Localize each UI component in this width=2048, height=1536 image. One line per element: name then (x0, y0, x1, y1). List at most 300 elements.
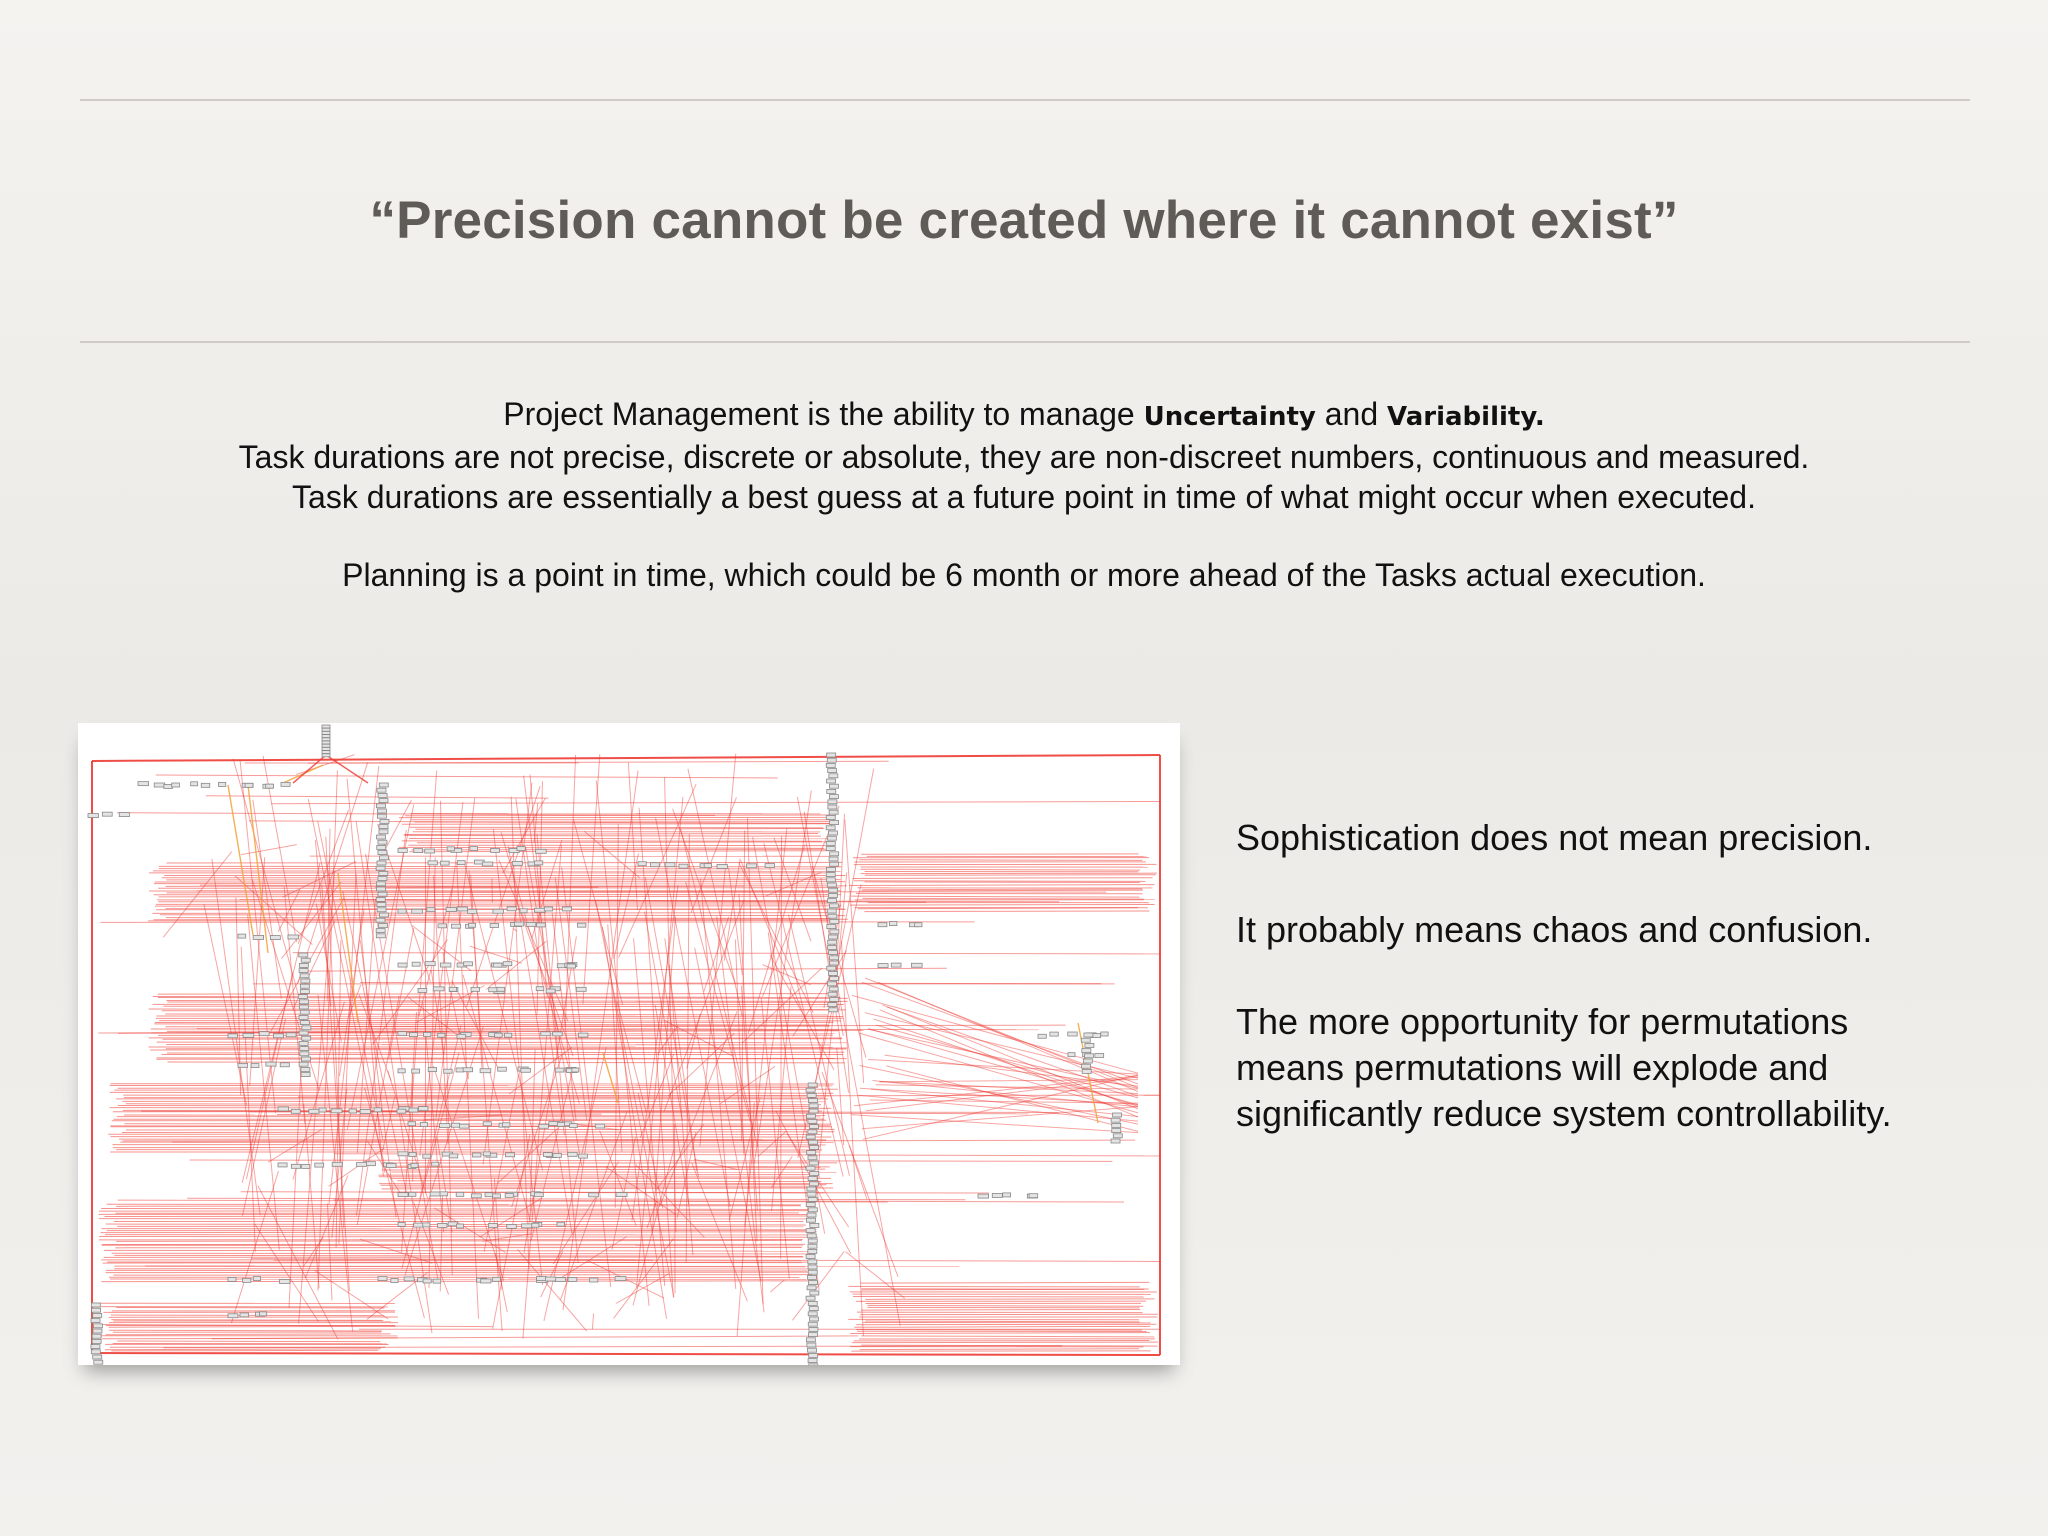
network-node (332, 1162, 342, 1166)
network-node (808, 1083, 817, 1087)
network-node (809, 1182, 818, 1186)
network-node (451, 1123, 459, 1127)
network-node (93, 1329, 102, 1333)
network-link (865, 875, 1156, 876)
network-node (376, 882, 385, 886)
network-node (322, 738, 330, 741)
network-node (440, 963, 451, 967)
network-node (830, 852, 839, 856)
network-link (761, 998, 789, 1278)
network-link (859, 860, 1142, 861)
network-link (119, 1139, 826, 1140)
network-node (808, 1208, 817, 1212)
network-node (376, 887, 385, 891)
network-link (162, 1010, 830, 1011)
network-node (491, 848, 500, 852)
network-node (300, 989, 309, 993)
network-link (110, 1092, 833, 1093)
network-node (806, 1338, 815, 1342)
network-link (166, 892, 837, 893)
network-node (322, 751, 330, 754)
network-node (281, 782, 290, 786)
network-node (273, 1034, 283, 1038)
network-node (806, 1088, 815, 1092)
network-node (481, 1279, 491, 1283)
network-node (412, 1069, 420, 1073)
network-link (104, 1250, 813, 1251)
slide-title: “Precision cannot be created where it cannot exist” (369, 191, 1679, 250)
network-link (860, 1349, 1140, 1350)
network-node (397, 1109, 406, 1113)
network-node (829, 904, 838, 908)
network-link (853, 1296, 1144, 1297)
network-node (828, 1003, 837, 1007)
network-link (197, 1029, 1039, 1030)
network-link (126, 1129, 835, 1130)
network-node (299, 1031, 308, 1035)
network-link (111, 1350, 378, 1351)
network-link (101, 1281, 814, 1282)
network-node (1112, 1129, 1121, 1133)
network-node (808, 1244, 817, 1248)
network-node (638, 862, 646, 866)
network-node (829, 935, 838, 939)
network-node (412, 909, 423, 913)
network-node (377, 903, 386, 907)
network-node (826, 763, 835, 767)
network-node (379, 783, 388, 787)
network-node (447, 847, 454, 851)
network-link (126, 1104, 821, 1105)
network-node (577, 923, 586, 927)
network-node (322, 744, 330, 747)
network-node (418, 988, 427, 992)
network-node (409, 1152, 416, 1156)
network-node (829, 774, 838, 778)
network-node (428, 1068, 436, 1072)
network-node (808, 1275, 817, 1279)
network-node (553, 1032, 563, 1036)
network-node (398, 1152, 408, 1156)
network-node (498, 1067, 507, 1071)
network-node (319, 1108, 326, 1112)
network-node (446, 908, 456, 912)
network-node (808, 1260, 817, 1264)
network-node (543, 1153, 552, 1157)
network-link (850, 1333, 1150, 1334)
network-node (94, 1360, 103, 1364)
network-link (114, 1089, 838, 1090)
network-link (457, 862, 479, 1319)
network-node (1113, 1113, 1122, 1117)
network-node (91, 1350, 100, 1354)
network-node (425, 849, 435, 853)
network-node (808, 1177, 817, 1181)
network-node (278, 1107, 289, 1111)
network-node (810, 1317, 819, 1321)
network-node (534, 861, 542, 865)
network-node (889, 922, 896, 926)
network-node (438, 1033, 445, 1037)
network-node (829, 784, 838, 788)
network-link (404, 834, 818, 835)
network-link (356, 821, 432, 1333)
network-node (526, 922, 536, 926)
network-node (398, 1032, 407, 1036)
network-link (470, 946, 522, 963)
network-node (704, 864, 711, 868)
network-link (664, 899, 744, 1110)
network-diagram-image (78, 723, 1180, 1365)
network-link (852, 1342, 1158, 1343)
network-link (854, 1326, 1150, 1327)
network-node (423, 1032, 430, 1036)
network-node (432, 1162, 439, 1166)
network-node (376, 918, 385, 922)
network-node (468, 923, 475, 927)
network-node (380, 913, 389, 917)
network-link (106, 1270, 808, 1271)
network-node (430, 1192, 440, 1196)
network-node (1068, 1032, 1077, 1036)
network-node (398, 1193, 408, 1197)
network-link (852, 878, 1152, 879)
network-node (92, 1339, 101, 1343)
network-link (100, 1232, 816, 1233)
network-node (679, 864, 688, 868)
network-node (534, 1193, 543, 1197)
network-node (409, 1108, 418, 1112)
network-node (517, 847, 525, 851)
network-node (391, 1278, 398, 1282)
network-node (537, 1277, 547, 1281)
network-link (116, 1240, 802, 1241)
intro-line-1-prefix: Project Management is the ability to manage (503, 396, 1144, 432)
network-link (834, 967, 900, 1326)
network-node (572, 1068, 579, 1072)
network-node (562, 907, 571, 911)
network-node (91, 1345, 100, 1349)
network-node (828, 940, 837, 944)
network-link (101, 1209, 815, 1210)
network-node (808, 1197, 817, 1201)
network-node (546, 989, 555, 993)
network-node (238, 1063, 248, 1067)
network-node (493, 1194, 501, 1198)
network-node (827, 883, 836, 887)
network-node (806, 1166, 815, 1170)
network-node (537, 923, 546, 927)
network-node (1101, 1032, 1108, 1036)
network-node (398, 963, 407, 967)
network-node (93, 1324, 102, 1328)
network-node (830, 930, 839, 934)
network-node (444, 1069, 452, 1073)
network-node (807, 1093, 816, 1097)
network-node (240, 1313, 249, 1317)
network-node (449, 987, 456, 991)
network-link (187, 1198, 965, 1200)
network-link (860, 869, 1140, 870)
network-node (497, 987, 505, 991)
network-node (507, 1224, 517, 1228)
intro-gap (0, 517, 2048, 555)
network-node (651, 863, 660, 867)
intro-line-4: Planning is a point in time, which could be 6 month or more ahead of the Tasks actual execution. (342, 557, 1706, 593)
network-node (493, 963, 502, 967)
network-node (495, 1033, 503, 1037)
network-node (88, 814, 98, 818)
network-node (398, 848, 407, 852)
network-node (301, 1057, 310, 1061)
network-node (322, 728, 330, 731)
network-node (809, 1364, 818, 1365)
network-node (228, 1314, 238, 1318)
network-node (810, 1171, 819, 1175)
network-node (891, 963, 901, 967)
network-node (808, 1281, 817, 1285)
network-node (503, 962, 512, 966)
network-node (322, 754, 330, 757)
network-node (827, 758, 836, 762)
network-node (470, 847, 478, 851)
network-link (865, 1321, 1139, 1322)
network-node (300, 1021, 309, 1025)
network-node (829, 987, 838, 991)
network-link (263, 756, 297, 942)
network-link (492, 878, 493, 902)
network-node (505, 1153, 514, 1157)
network-node (483, 1152, 490, 1156)
network-node (829, 857, 838, 861)
network-node (807, 1187, 816, 1191)
network-node (462, 1068, 472, 1072)
network-node (280, 1063, 289, 1067)
network-node (91, 1303, 100, 1307)
network-link (162, 1039, 842, 1040)
network-node (828, 805, 837, 809)
network-node (428, 861, 437, 865)
network-node (378, 851, 387, 855)
intro-line-1-mid: and (1315, 396, 1388, 432)
network-link (864, 911, 1149, 912)
network-link (156, 775, 778, 778)
network-link (110, 1108, 832, 1109)
network-node (532, 1223, 539, 1227)
network-node (576, 987, 586, 991)
network-link (304, 968, 947, 971)
network-node (457, 861, 465, 865)
network-node (567, 964, 576, 968)
network-node (260, 1312, 267, 1316)
network-node (807, 1213, 816, 1217)
network-node (827, 789, 836, 793)
network-node (521, 1068, 531, 1072)
network-node (253, 935, 263, 939)
network-node (301, 979, 310, 983)
network-node (595, 1124, 604, 1128)
network-node (471, 1194, 481, 1198)
network-node (829, 961, 838, 965)
network-node (665, 863, 675, 867)
network-node (228, 1277, 236, 1281)
network-node (826, 873, 835, 877)
network-node (502, 1123, 509, 1127)
network-link (404, 835, 821, 836)
network-node (807, 1286, 816, 1290)
network-node (456, 1224, 463, 1228)
network-node (409, 1192, 416, 1196)
network-link (116, 1206, 801, 1207)
network-link (846, 1252, 905, 1299)
network-node (1029, 1194, 1038, 1198)
term-variability: Variability. (1387, 402, 1545, 432)
network-node (1113, 1134, 1122, 1138)
network-node (807, 1151, 816, 1155)
network-node (489, 988, 497, 992)
network-node (806, 1218, 815, 1222)
network-link (849, 1145, 867, 1199)
network-node (829, 893, 838, 897)
network-node (425, 962, 435, 966)
intro-line-1 (0, 394, 2048, 437)
network-node (1083, 1059, 1092, 1063)
network-node (578, 1033, 588, 1037)
network-node (238, 934, 246, 938)
network-node (827, 753, 836, 757)
network-node (377, 788, 386, 792)
network-node (482, 862, 492, 866)
network-node (1084, 1033, 1093, 1037)
network-node (243, 1278, 251, 1282)
network-node (380, 819, 389, 823)
network-node (808, 1312, 817, 1316)
network-node (826, 847, 835, 851)
network-node (808, 1249, 817, 1253)
network-link (156, 1059, 846, 1060)
network-node (809, 1125, 818, 1129)
network-node (808, 1301, 817, 1305)
network-node (420, 1123, 427, 1127)
network-node (544, 907, 552, 911)
term-uncertainty: Uncertainty (1143, 402, 1316, 432)
network-link (166, 862, 842, 863)
network-node (830, 997, 839, 1001)
network-link (867, 1305, 1143, 1306)
network-node (978, 1194, 989, 1198)
network-node (379, 871, 388, 875)
network-node (299, 1005, 308, 1009)
network-node (809, 1104, 818, 1108)
network-node (1112, 1123, 1121, 1127)
network-node (878, 964, 888, 968)
network-node (828, 945, 837, 949)
network-node (826, 815, 835, 819)
network-link (296, 755, 354, 775)
network-node (828, 914, 837, 918)
network-node (810, 1145, 819, 1149)
top-divider (80, 99, 1970, 101)
network-link (849, 885, 1154, 886)
network-node (808, 1239, 817, 1243)
network-link (117, 1341, 380, 1342)
network-node (266, 1062, 276, 1066)
network-link (101, 1245, 802, 1246)
network-node (253, 1277, 260, 1281)
network-node (409, 1033, 417, 1037)
network-node (829, 971, 838, 975)
network-link (518, 1249, 587, 1331)
network-node (504, 1033, 511, 1037)
network-node (93, 1313, 102, 1317)
network-node (299, 963, 308, 967)
network-node (827, 909, 836, 913)
intro-line-2: Task durations are not precise, discrete or absolute, they are non-discreet numbers, continuous and measured. (238, 439, 1810, 475)
network-node (827, 779, 836, 783)
network-node (379, 825, 388, 829)
network-node (806, 1203, 815, 1207)
network-node (411, 1163, 418, 1167)
network-node (378, 840, 387, 844)
network-node (553, 1153, 561, 1157)
network-node (322, 741, 330, 744)
network-node (288, 935, 299, 939)
network-node (1068, 1053, 1075, 1057)
network-node (808, 1348, 817, 1352)
network-lines (92, 754, 1160, 1355)
network-link (228, 785, 253, 935)
network-node (102, 812, 112, 816)
network-node (412, 962, 420, 966)
network-node (829, 888, 838, 892)
network-node (807, 1192, 816, 1196)
network-node (376, 866, 385, 870)
network-node (93, 1355, 102, 1359)
network-node (164, 784, 173, 788)
network-node (471, 987, 479, 991)
network-node (830, 977, 839, 981)
network-node (433, 987, 444, 991)
network-node (270, 936, 280, 940)
network-node (829, 1008, 838, 1012)
network-node (377, 908, 386, 912)
network-node (827, 899, 836, 903)
network-node (489, 1223, 498, 1227)
network-node (201, 783, 209, 787)
network-node (440, 1124, 450, 1128)
network-node (568, 1152, 577, 1156)
network-node (456, 1192, 464, 1196)
network-link (417, 842, 832, 843)
network-node (616, 1193, 627, 1197)
network-node (301, 1067, 310, 1071)
network-node (810, 1223, 819, 1227)
side-commentary (1236, 815, 1956, 1137)
network-node (377, 814, 386, 818)
network-node (418, 1107, 428, 1111)
network-node (490, 923, 498, 927)
network-node (808, 1333, 817, 1337)
network-node (493, 909, 504, 913)
network-node (826, 841, 835, 845)
network-node (615, 1277, 626, 1281)
network-node (828, 831, 837, 835)
network-node (379, 923, 388, 927)
network-link (111, 1320, 383, 1321)
network-node (826, 878, 835, 882)
network-node (1082, 1049, 1091, 1053)
network-node (291, 1109, 300, 1113)
